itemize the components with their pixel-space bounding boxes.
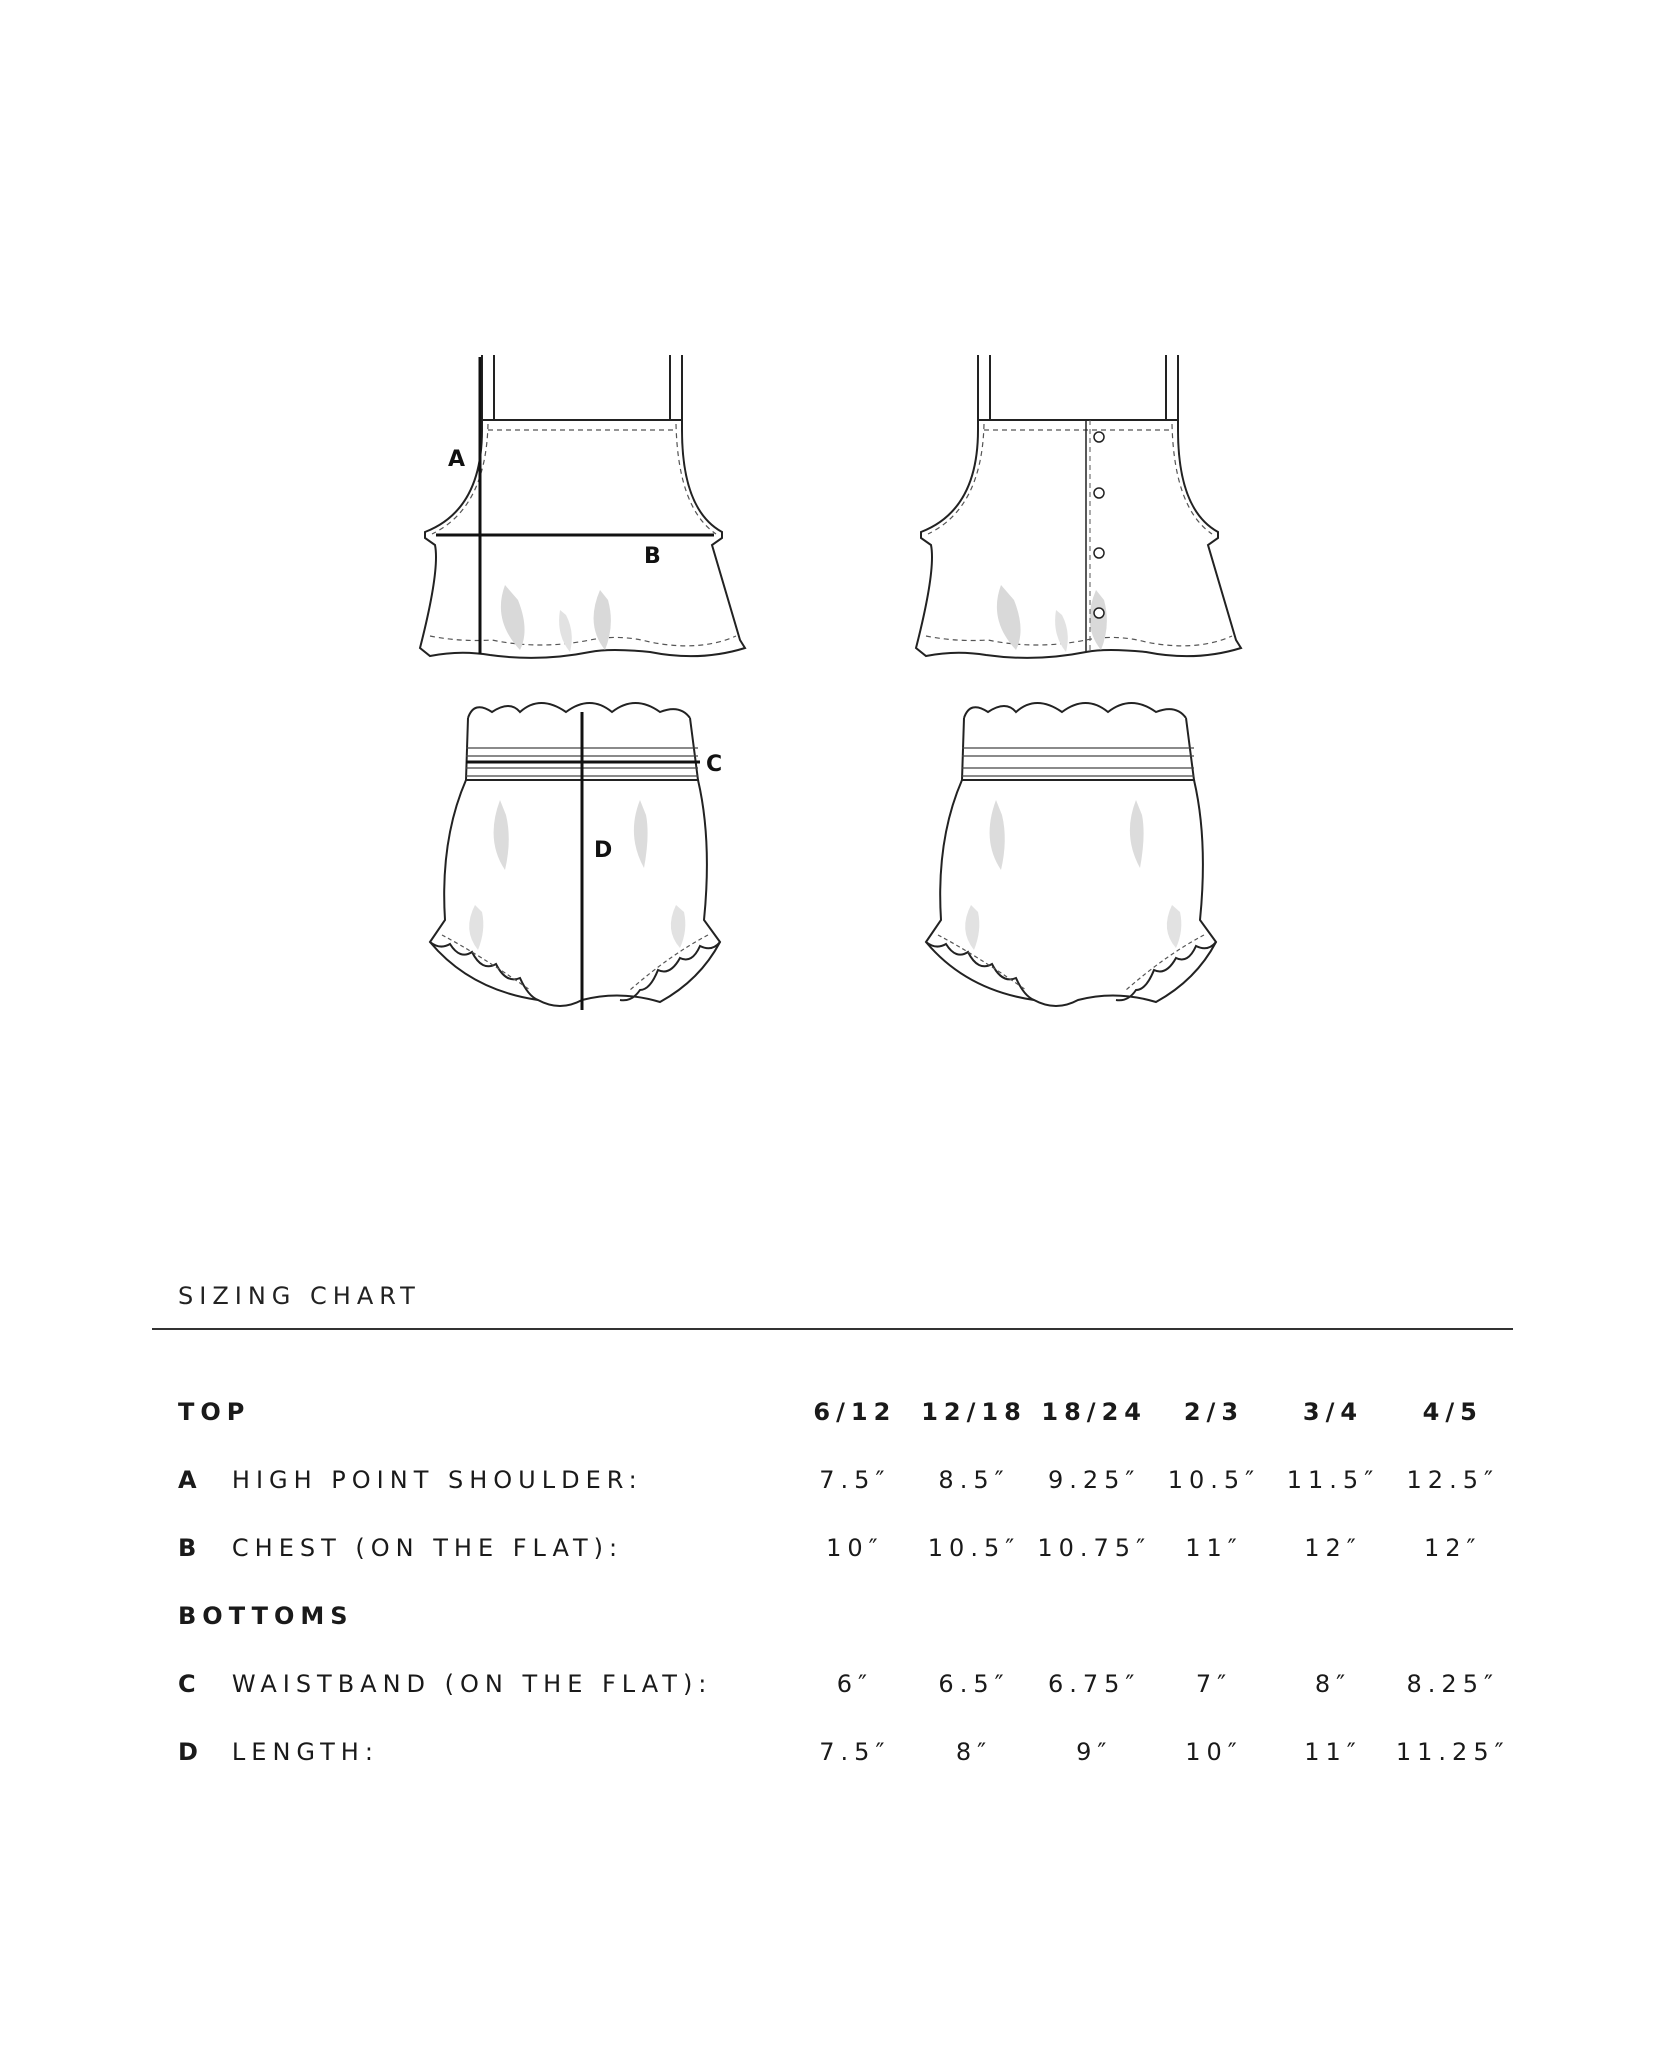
cell-value: 6″ (836, 1670, 873, 1698)
sizing-table (152, 1378, 1513, 1786)
cell-value: 6.5″ (938, 1670, 1010, 1698)
sizing-chart-title: SIZING CHART (178, 1282, 421, 1310)
table-row (152, 1718, 1513, 1786)
divider (152, 1328, 1513, 1330)
row-name: LENGTH: (231, 1738, 379, 1766)
top-front-drawing (420, 355, 745, 658)
label-d: D (594, 838, 613, 863)
cell-value: 12″ (1423, 1534, 1482, 1562)
cell-value: 9″ (1076, 1738, 1113, 1766)
row-letter: C (178, 1670, 202, 1698)
cell-value: 7.5″ (819, 1738, 891, 1766)
cell-value: 12″ (1304, 1534, 1362, 1562)
cell-value: 11″ (1304, 1738, 1362, 1766)
section-heading: TOP (178, 1398, 251, 1426)
row-letter: D (178, 1738, 204, 1766)
size-header: 18/24 (1041, 1398, 1147, 1426)
cell-value: 12.5″ (1406, 1466, 1499, 1494)
size-header: 2/3 (1183, 1398, 1245, 1426)
cell-value: 6.75″ (1047, 1670, 1141, 1698)
table-row (152, 1378, 1513, 1446)
table-row (152, 1446, 1513, 1514)
cell-value: 8.25″ (1406, 1670, 1499, 1698)
row-name: HIGH POINT SHOULDER: (231, 1466, 643, 1494)
section-heading: BOTTOMS (178, 1602, 354, 1630)
label-b: B (644, 544, 661, 569)
cell-value: 10″ (826, 1534, 884, 1562)
size-header: 12/18 (921, 1398, 1027, 1426)
cell-value: 11″ (1185, 1534, 1243, 1562)
row-letter: B (178, 1534, 203, 1562)
cell-value: 8″ (1314, 1670, 1352, 1698)
table-row (152, 1582, 1513, 1650)
table-row (152, 1650, 1513, 1718)
cell-value: 8″ (955, 1738, 993, 1766)
table-row (152, 1514, 1513, 1582)
cell-value: 10″ (1185, 1738, 1243, 1766)
cell-value: 7.5″ (819, 1466, 891, 1494)
label-a: A (448, 447, 466, 472)
cell-value: 10.5″ (1167, 1466, 1261, 1494)
bloomer-front-drawing (430, 703, 722, 1010)
label-c: C (706, 752, 723, 777)
row-letter: A (178, 1466, 203, 1494)
cell-value: 7″ (1195, 1670, 1233, 1698)
size-header: 3/4 (1302, 1398, 1364, 1426)
cell-value: 8.5″ (938, 1466, 1010, 1494)
cell-value: 11.5″ (1286, 1466, 1380, 1494)
size-header: 6/12 (813, 1398, 897, 1426)
bloomer-back-drawing (926, 703, 1216, 1006)
cell-value: 10.75″ (1037, 1534, 1152, 1562)
top-back-drawing (916, 355, 1241, 658)
cell-value: 10.5″ (927, 1534, 1021, 1562)
row-name: WAISTBAND (ON THE FLAT): (231, 1670, 713, 1698)
size-header: 4/5 (1422, 1398, 1483, 1426)
row-name: CHEST (ON THE FLAT): (231, 1534, 624, 1562)
cell-value: 11.25″ (1395, 1738, 1510, 1766)
cell-value: 9.25″ (1047, 1466, 1141, 1494)
